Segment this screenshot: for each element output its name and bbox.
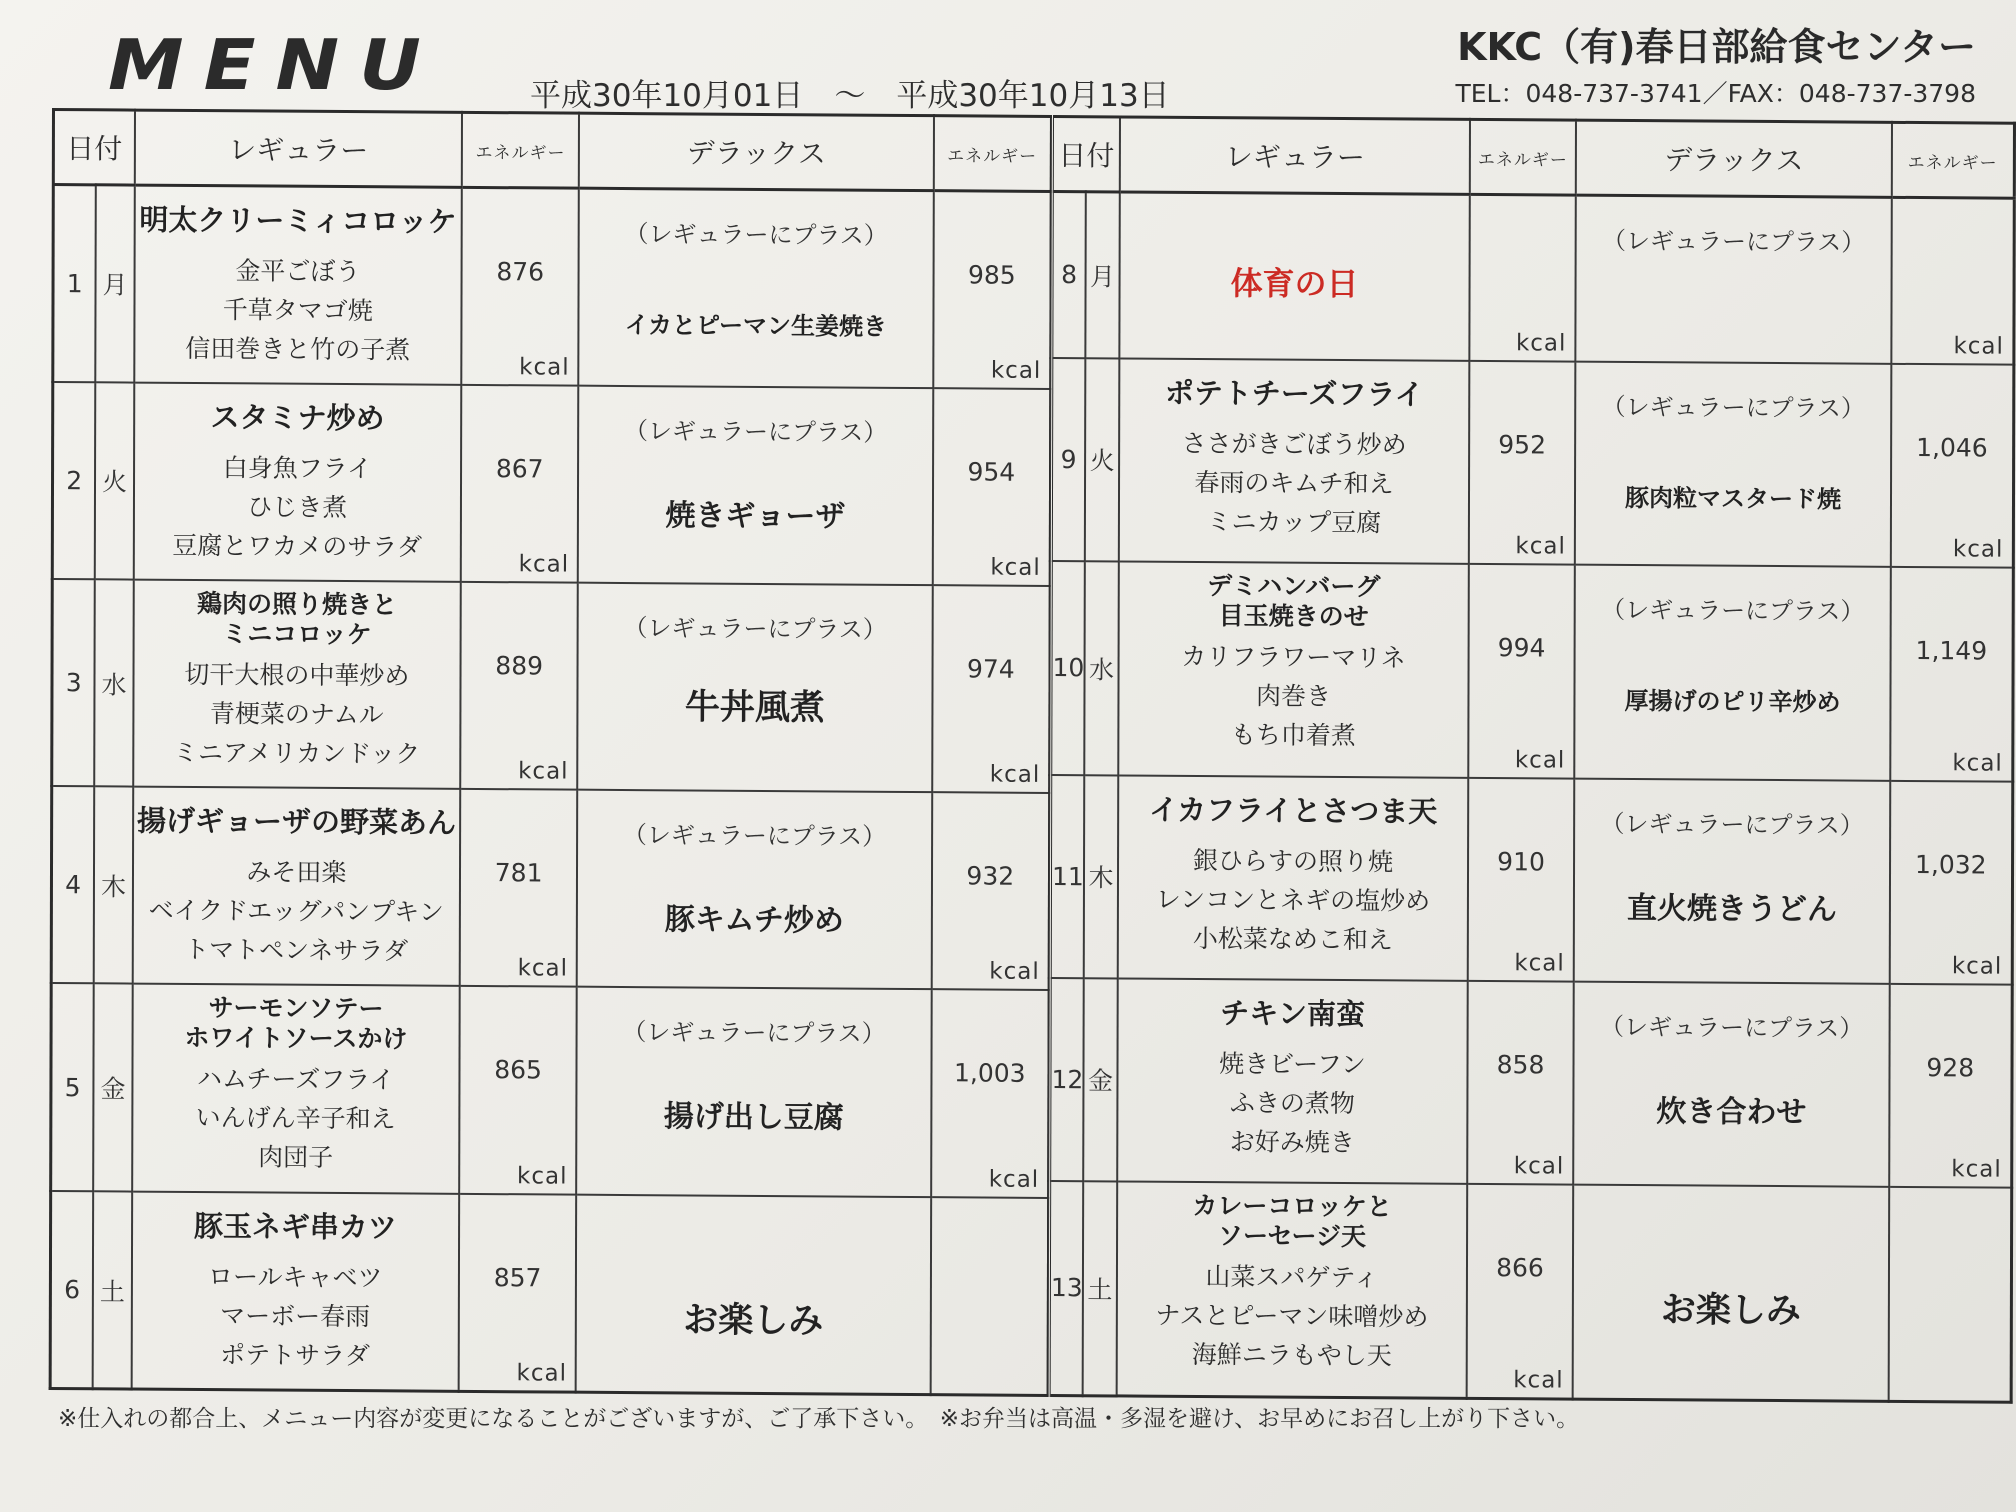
side-dishes xyxy=(135,448,461,567)
kcal-unit: kcal xyxy=(516,1360,568,1387)
kcal-unit: kcal xyxy=(1514,950,1565,977)
side-dishes xyxy=(133,1059,459,1178)
regular-kcal-value: 867 xyxy=(495,454,544,484)
side-dish: ささがきごぼう炒め xyxy=(1181,428,1407,460)
regular-main-dish xyxy=(134,588,459,650)
day-number: 10 xyxy=(1050,561,1085,775)
deluxe-kcal-value: 1,046 xyxy=(1916,432,1988,463)
deluxe-plus-note: （レギュラーにプラス） xyxy=(1600,809,1864,840)
kcal-unit: kcal xyxy=(989,958,1040,986)
main-dish-line: 明太クリーミィコロッケ xyxy=(139,202,457,239)
deluxe-plus-note: （レギュラーにプラス） xyxy=(622,1018,886,1049)
side-dish: 肉団子 xyxy=(258,1142,334,1173)
regular-energy-cell xyxy=(1467,1184,1574,1399)
regular-menu-cell xyxy=(134,185,462,385)
kcal-unit: kcal xyxy=(519,354,570,381)
deluxe-kcal-value: 954 xyxy=(967,457,1016,487)
deluxe-kcal-value: 1,149 xyxy=(1915,635,1988,666)
deluxe-main-dish: 豚キムチ炒め xyxy=(664,902,844,940)
date-header: 日付 xyxy=(1052,116,1120,191)
deluxe-menu-cell xyxy=(1573,1184,1890,1401)
deluxe-kcal-value: 974 xyxy=(966,654,1015,684)
deluxe-main-dish: お楽しみ xyxy=(1660,1290,1801,1332)
deluxe-energy-cell xyxy=(932,388,1050,586)
menu-period: 平成30年10月01日 ～ 平成30年10月13日 xyxy=(530,78,1170,114)
main-dish-line: ミニコロッケ xyxy=(222,619,372,650)
energy-header: エネルギー xyxy=(462,112,580,188)
deluxe-energy-cell xyxy=(931,990,1049,1198)
kcal-unit: kcal xyxy=(517,955,569,982)
kcal-unit: kcal xyxy=(1515,533,1566,560)
regular-energy-cell xyxy=(1468,778,1575,982)
deluxe-main-dish: 揚げ出し豆腐 xyxy=(663,1099,844,1136)
deluxe-kcal-value: 928 xyxy=(1926,1052,1975,1083)
side-dishes xyxy=(1119,840,1467,959)
side-dish: 肉巻き xyxy=(1255,681,1332,711)
menu-table-right xyxy=(1047,115,2016,1404)
side-dish: ひじき煮 xyxy=(247,492,348,523)
side-dishes xyxy=(1119,636,1467,755)
regular-kcal-value: 876 xyxy=(496,257,545,287)
regular-kcal-value: 858 xyxy=(1496,1049,1545,1080)
side-dishes xyxy=(1118,1256,1466,1375)
kcal-unit: kcal xyxy=(990,554,1041,581)
regular-main-dish xyxy=(135,400,460,436)
kcal-unit: kcal xyxy=(1953,333,2004,360)
day-number: 4 xyxy=(51,786,94,983)
regular-main-dish xyxy=(1119,792,1467,828)
regular-menu-cell xyxy=(132,787,460,986)
kcal-unit: kcal xyxy=(990,357,1042,384)
kcal-unit: kcal xyxy=(518,551,570,578)
deluxe-energy-cell xyxy=(1889,1187,2012,1403)
deluxe-menu-cell xyxy=(1574,779,1891,984)
kcal-unit: kcal xyxy=(1513,1153,1565,1180)
deluxe-kcal-value xyxy=(932,1266,1047,1267)
regular-kcal-value: 781 xyxy=(494,858,543,888)
side-dishes xyxy=(1120,423,1468,542)
deluxe-plus-note: （レギュラーにプラス） xyxy=(1602,226,1866,257)
menu-day-row xyxy=(1050,561,2013,782)
deluxe-plus-note: （レギュラーにプラス） xyxy=(623,613,887,644)
deluxe-main-dish: イカとピーマン生姜焼き xyxy=(624,310,888,341)
regular-kcal-value: 889 xyxy=(495,650,544,681)
deluxe-kcal-value: 1,032 xyxy=(1914,849,1987,880)
regular-menu-cell xyxy=(1119,358,1470,563)
deluxe-energy-cell xyxy=(1889,984,2012,1188)
menu-day-row xyxy=(1049,1181,2012,1402)
energy-header: エネルギー xyxy=(1892,122,2014,198)
deluxe-header: デラックス xyxy=(1576,120,1892,197)
regular-main-dish xyxy=(133,1209,458,1245)
menu-day-row xyxy=(52,579,1050,794)
main-dish-line: 目玉焼きのせ xyxy=(1218,600,1369,632)
menu-day-row xyxy=(1051,358,2014,568)
deluxe-menu-cell xyxy=(1573,981,1890,1186)
side-dish: 千草タマゴ焼 xyxy=(222,295,373,326)
main-dish-line: サーモンソテー xyxy=(208,993,384,1024)
day-number: 2 xyxy=(52,382,95,579)
deluxe-energy-cell xyxy=(1890,567,2013,782)
deluxe-kcal-value xyxy=(1893,267,2012,268)
day-number: 5 xyxy=(51,983,94,1191)
side-dish: カリフラワーマリネ xyxy=(1181,641,1406,673)
deluxe-plus-note: （レギュラーにプラス） xyxy=(624,219,888,250)
deluxe-header: デラックス xyxy=(579,113,933,190)
regular-main-dish xyxy=(1118,1190,1466,1252)
deluxe-main-dish: 直火焼きうどん xyxy=(1626,890,1837,928)
menu-sheet xyxy=(49,108,2012,1404)
side-dish: ナスとピーマン味噌炒め xyxy=(1155,1300,1429,1332)
side-dish: 切干大根の中華炒め xyxy=(184,659,410,691)
regular-kcal-value: 866 xyxy=(1496,1252,1544,1283)
day-number: 12 xyxy=(1049,978,1084,1181)
deluxe-energy-cell xyxy=(1891,364,2014,568)
side-dish: レンコンとネギの塩炒め xyxy=(1155,884,1431,916)
energy-header: エネルギー xyxy=(933,116,1051,192)
regular-menu-cell xyxy=(1117,1181,1468,1398)
regular-main-dish xyxy=(135,203,460,239)
deluxe-energy-cell xyxy=(931,793,1049,991)
deluxe-plus-note: （レギュラーにプラス） xyxy=(622,821,887,852)
menu-day-row xyxy=(52,382,1050,586)
regular-menu-cell xyxy=(131,1192,459,1392)
day-of-week: 月 xyxy=(96,185,135,383)
main-dish-line: 揚げギョーザの野菜あん xyxy=(136,804,457,841)
side-dish: 小松菜なめこ和え xyxy=(1192,923,1393,955)
day-number: 3 xyxy=(52,579,95,787)
day-of-week: 火 xyxy=(1085,358,1120,561)
day-of-week: 木 xyxy=(1084,775,1119,978)
kcal-unit: kcal xyxy=(1514,747,1566,774)
main-dish-line: スタミナ炒め xyxy=(210,400,385,436)
day-of-week: 金 xyxy=(1083,978,1118,1181)
day-number: 13 xyxy=(1049,1181,1084,1396)
menu-day-row xyxy=(50,1191,1048,1395)
deluxe-energy-cell xyxy=(933,191,1051,389)
regular-menu-cell xyxy=(133,579,461,789)
side-dish: 銀ひらすの照り焼 xyxy=(1193,845,1394,877)
day-of-week: 土 xyxy=(93,1191,132,1389)
side-dish: 春雨のキムチ和え xyxy=(1194,467,1394,499)
day-of-week: 水 xyxy=(95,579,134,787)
side-dish: ミニカップ豆腐 xyxy=(1206,506,1382,538)
deluxe-kcal-value: 932 xyxy=(966,861,1015,892)
day-of-week: 金 xyxy=(94,984,133,1192)
regular-main-dish xyxy=(1119,995,1467,1031)
menu-day-row xyxy=(1051,191,2013,364)
deluxe-kcal-value xyxy=(1890,1256,2009,1257)
day-number: 11 xyxy=(1050,775,1085,978)
day-number: 9 xyxy=(1051,358,1086,561)
regular-header: レギュラー xyxy=(1120,117,1470,194)
regular-energy-cell xyxy=(1468,564,1575,779)
main-dish-line: 鶏肉の照り焼きと xyxy=(197,588,398,620)
contact-info: TEL：048-737-3741／FAX：048-737-3798 xyxy=(1455,79,1976,108)
regular-menu-cell xyxy=(1118,561,1469,778)
main-dish-line: 体育の日 xyxy=(1230,264,1359,304)
side-dish: 信田巻きと竹の子煮 xyxy=(185,333,411,365)
deluxe-main-dish: 炊き合わせ xyxy=(1656,1094,1807,1131)
day-number: 6 xyxy=(50,1191,93,1389)
deluxe-energy-cell xyxy=(932,585,1050,793)
kcal-unit: kcal xyxy=(1952,536,2004,563)
side-dish: 海鮮ニラもやし天 xyxy=(1191,1339,1392,1371)
kcal-unit: kcal xyxy=(1515,330,1567,357)
deluxe-plus-note: （レギュラーにプラス） xyxy=(1601,392,1865,423)
side-dishes xyxy=(134,654,460,773)
day-of-week: 火 xyxy=(95,382,134,579)
side-dish: 青梗菜のナムル xyxy=(209,698,384,730)
day-of-week: 木 xyxy=(94,787,133,984)
menu-day-row xyxy=(51,983,1049,1198)
regular-energy-cell xyxy=(459,1194,577,1392)
side-dish: いんげん辛子和え xyxy=(195,1103,396,1134)
kcal-unit: kcal xyxy=(517,1163,568,1190)
deluxe-main-dish: 牛丼風煮 xyxy=(684,687,825,729)
day-of-week: 水 xyxy=(1084,561,1119,775)
main-dish-line: ソーセージ天 xyxy=(1218,1220,1367,1252)
side-dishes xyxy=(1118,1043,1466,1162)
side-dish: 焼きビーフン xyxy=(1219,1049,1366,1080)
side-dish: 金平ごぼう xyxy=(235,256,361,287)
side-dishes xyxy=(133,852,459,971)
regular-kcal-value xyxy=(1471,264,1575,265)
kcal-unit: kcal xyxy=(1951,1156,2002,1183)
side-dishes xyxy=(132,1257,458,1376)
deluxe-energy-cell xyxy=(1890,781,2013,985)
deluxe-main-dish: 豚肉粒マスタード焼 xyxy=(1624,483,1842,514)
regular-main-dish xyxy=(134,804,459,840)
deluxe-energy-cell xyxy=(1891,197,2013,364)
main-dish-line: ホワイトソースかけ xyxy=(184,1023,408,1054)
side-dish: 白身魚フライ xyxy=(222,453,373,484)
deluxe-kcal-value: 1,003 xyxy=(953,1058,1026,1089)
main-dish-line: チキン南蛮 xyxy=(1220,996,1366,1032)
side-dish: マーボー春雨 xyxy=(220,1301,371,1332)
regular-menu-cell xyxy=(1117,978,1468,1183)
day-of-week: 土 xyxy=(1083,1181,1118,1396)
deluxe-menu-cell xyxy=(578,386,933,585)
kcal-unit: kcal xyxy=(988,1166,1040,1193)
regular-energy-cell xyxy=(460,789,578,987)
kcal-unit: kcal xyxy=(1513,1367,1564,1394)
main-dish-line: イカフライとさつま天 xyxy=(1149,792,1438,829)
side-dish: ロールキャベツ xyxy=(207,1262,383,1293)
regular-menu-cell xyxy=(1119,192,1469,361)
regular-kcal-value: 952 xyxy=(1498,429,1547,460)
regular-energy-cell xyxy=(1467,981,1574,1185)
kcal-unit: kcal xyxy=(989,762,1041,789)
footer-notice: ※仕入れの都合上、メニュー内容が変更になることがございますが、ご了承下さい。 ※お弁当は高温・多湿を避け、お早めにお召し上がり下さい。 xyxy=(58,1406,1580,1432)
date-header: 日付 xyxy=(53,110,134,186)
deluxe-menu-cell xyxy=(576,987,931,1197)
deluxe-menu-cell xyxy=(576,1195,931,1395)
menu-day-row xyxy=(1050,775,2013,985)
regular-energy-cell xyxy=(1469,361,1576,565)
regular-main-dish xyxy=(1120,375,1468,411)
regular-main-dish xyxy=(1120,570,1468,632)
deluxe-energy-cell xyxy=(930,1197,1048,1395)
side-dish: みそ田楽 xyxy=(246,857,347,888)
menu-table-left xyxy=(49,108,1052,1397)
regular-main-dish xyxy=(133,993,458,1055)
main-dish-line: ポテトチーズフライ xyxy=(1164,375,1424,412)
deluxe-menu-cell xyxy=(1575,361,1892,566)
deluxe-main-dish: 厚揚げのピリ辛炒め xyxy=(1624,686,1841,717)
regular-menu-cell xyxy=(132,984,460,1194)
regular-menu-cell xyxy=(1118,775,1469,980)
deluxe-menu-cell xyxy=(1575,195,1891,364)
side-dish: ベイクドエッグパンプキン xyxy=(148,896,444,928)
regular-kcal-value: 857 xyxy=(493,1263,542,1293)
regular-energy-cell xyxy=(461,187,579,385)
menu-day-row xyxy=(51,786,1049,990)
regular-header: レギュラー xyxy=(135,110,462,187)
menu-logo: MENU xyxy=(108,23,441,106)
kcal-unit: kcal xyxy=(518,758,569,786)
deluxe-plus-note: （レギュラーにプラス） xyxy=(623,416,888,447)
side-dish: 豆腐とワカメのサラダ xyxy=(172,530,423,562)
deluxe-menu-cell xyxy=(577,790,932,989)
regular-kcal-value: 994 xyxy=(1497,632,1546,663)
side-dish: ポテトサラダ xyxy=(220,1340,371,1371)
side-dish: トマトペンネサラダ xyxy=(184,935,409,966)
day-number: 8 xyxy=(1051,191,1085,358)
deluxe-menu-cell xyxy=(1574,564,1891,780)
side-dish: お好み焼き xyxy=(1229,1127,1355,1157)
regular-energy-cell xyxy=(460,582,578,790)
deluxe-plus-note: （レギュラーにプラス） xyxy=(1599,1012,1864,1043)
side-dish: ハムチーズフライ xyxy=(197,1064,395,1095)
side-dish: ふきの煮物 xyxy=(1229,1088,1355,1118)
energy-header: エネルギー xyxy=(1470,119,1576,195)
deluxe-menu-cell xyxy=(579,188,934,388)
side-dish: ミニアメリカンドック xyxy=(172,737,421,769)
regular-energy-cell xyxy=(1469,194,1575,361)
regular-menu-cell xyxy=(134,383,462,582)
deluxe-kcal-value: 985 xyxy=(967,260,1016,290)
company-name: KKC（有)春日部給食センター xyxy=(1457,25,1976,69)
regular-energy-cell xyxy=(459,986,577,1194)
deluxe-main-dish: お楽しみ xyxy=(683,1300,824,1342)
main-dish-line: 豚玉ネギ串カツ xyxy=(193,1209,397,1245)
kcal-unit: kcal xyxy=(1952,750,2003,777)
deluxe-menu-cell xyxy=(578,583,933,793)
deluxe-plus-note: （レギュラーにプラス） xyxy=(1601,595,1865,626)
side-dish: 山菜スパゲティ xyxy=(1205,1261,1379,1293)
regular-main-dish xyxy=(1121,264,1469,304)
deluxe-main-dish: 焼きギョーザ xyxy=(665,498,846,535)
regular-energy-cell xyxy=(461,385,579,583)
main-dish-line: カレーコロッケと xyxy=(1192,1190,1392,1222)
side-dish: もち巾着煮 xyxy=(1230,720,1356,750)
day-of-week: 月 xyxy=(1085,192,1119,359)
kcal-unit: kcal xyxy=(1951,953,2003,980)
main-dish-line: デミハンバーグ xyxy=(1207,570,1381,602)
regular-kcal-value: 910 xyxy=(1497,846,1545,877)
menu-day-row xyxy=(1049,978,2012,1188)
side-dishes xyxy=(135,251,461,370)
regular-kcal-value: 865 xyxy=(494,1055,543,1085)
day-number: 1 xyxy=(53,185,96,383)
menu-day-row xyxy=(53,185,1051,389)
